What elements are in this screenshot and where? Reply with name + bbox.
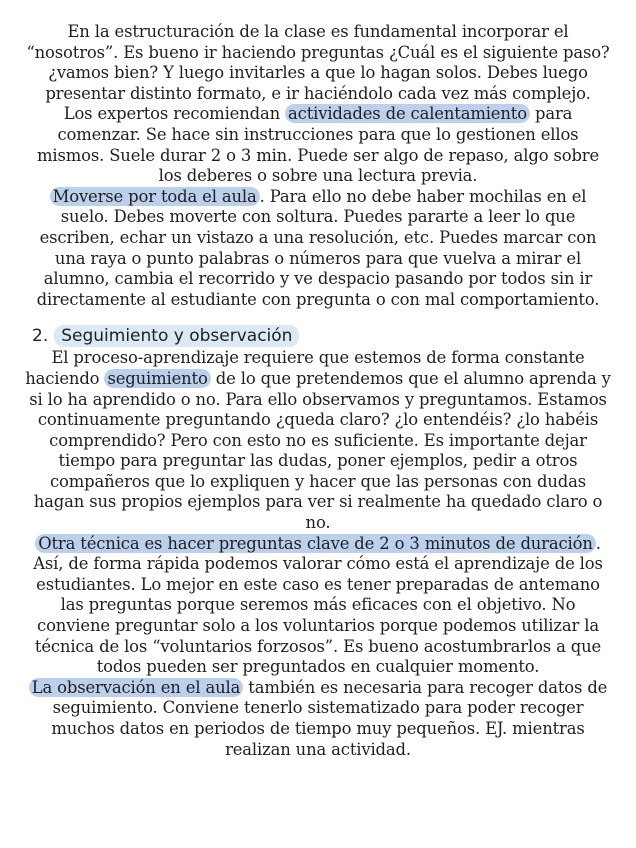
section-heading — [24, 324, 612, 348]
paragraph-text: también es necesaria para recoger datos de seguimiento. Conviene tenerlo sistematizado para poder recoger muchos datos en periodos de tiempo muy pequeños. EJ. mientras realizan una actividad. — [51, 677, 608, 759]
paragraph-text: El proceso-aprendizaje requiere que estemos de forma constante haciendo — [25, 348, 585, 388]
paragraph-text: de lo que pretendemos que el alumno aprenda y si lo ha aprendido o no. Para ello observamos y preguntamos. Estamos continuamente preguntando ¿queda claro? ¿lo entendéis? ¿lo habéis comprendido? Pero con esto no es suficiente. Es importante dejar tiempo para preguntar las dudas, poner ejemplos, pedir a otros compañeros que lo expliquen y hacer que las personas con dudas hagan sus propios ejemplos para ver si realmente ha quedado claro o no. — [29, 368, 611, 533]
highlighted-phrase: seguimiento — [104, 369, 210, 388]
paragraph — [24, 348, 612, 533]
highlighted-phrase: La observación en el aula — [29, 678, 243, 697]
paragraph-text: . Para ello no debe haber mochilas en el suelo. Debes moverte con soltura. Puedes pararte a leer lo que escriben, echar un vistazo a una resolución, etc. Puedes marcar con una raya o punto palabras o números para que vuelva a mirar el alumno, cambia el recorrido y ve despacio pasando por todos sin ir directamente al estudiante con pregunta o con mal comportamiento. — [36, 186, 600, 309]
paragraph — [24, 534, 612, 678]
highlighted-phrase: Otra técnica es hacer preguntas clave de 2 o 3 minutos de duración — [35, 534, 596, 553]
section-title: Seguimiento y observación — [54, 325, 299, 347]
intro-section — [24, 22, 612, 310]
paragraph-text: En la estructuración de la clase es fundamental incorporar el “nosotros”. Es bueno ir haciendo preguntas ¿Cuál es el siguiente paso? ¿vamos bien? Y luego invitarles a que lo hagan solos. Debes luego presentar distinto formato, e ir haciéndolo cada vez más complejo. — [26, 22, 610, 103]
highlighted-phrase: Moverse por toda el aula — [50, 187, 260, 206]
paragraph-text: . Así, de forma rápida podemos valorar cómo está el aprendizaje de los estudiantes. Lo mejor en este caso es tener preparadas de antemano las preguntas porque seremos más eficaces con el objetivo. No conviene preguntar solo a los voluntarios porque podemos utilizar la técnica de los “voluntarios forzosos”. Es bueno acostumbrarlos a que todos pueden ser preguntados en cualquier momento. — [33, 533, 603, 677]
section-number: 2. — [32, 326, 49, 347]
section-body — [24, 348, 612, 760]
paragraph — [24, 22, 612, 104]
paragraph — [24, 104, 612, 186]
paragraph — [24, 678, 612, 760]
paragraph — [24, 187, 612, 311]
paragraph-text: para comenzar. Se hace sin instrucciones para que lo gestionen ellos mismos. Suele durar 2 o 3 min. Puede ser algo de repaso, algo sobre los deberes o sobre una lectura previa. — [36, 104, 600, 186]
paragraph-text: Los expertos recomiendan — [63, 104, 286, 124]
highlighted-phrase: actividades de calentamiento — [285, 104, 530, 123]
